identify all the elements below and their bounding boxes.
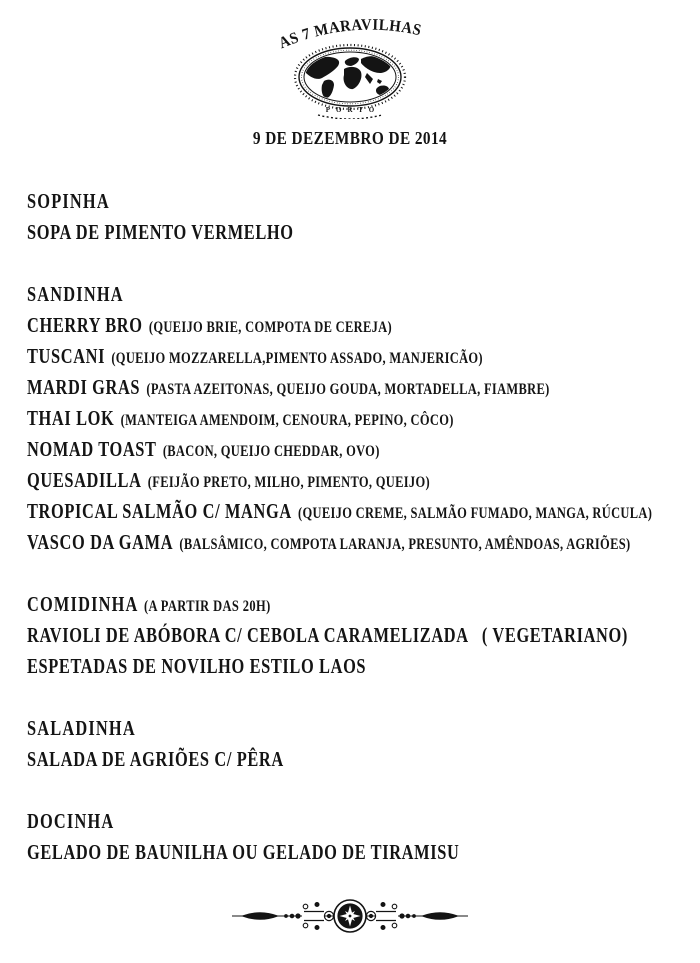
- menu-item: [27, 372, 552, 403]
- menu-item: [27, 651, 552, 682]
- logo-title: AS 7 MARAVILHAS: [276, 16, 424, 53]
- logo-graphic: [270, 13, 430, 119]
- item-details: (PASTA AZEITONAS, QUEIJO GOUDA, MORTADELLA, FIAMBRE): [146, 381, 550, 398]
- item-name: RAVIOLI DE ABÓBORA C/ CEBOLA CARAMELIZADA ( VEGETARIANO): [27, 623, 628, 647]
- section-items: [27, 217, 700, 248]
- section-title: DOCINHA: [27, 809, 115, 833]
- item-details: (QUEIJO BRIE, COMPOTA DE CEREJA): [148, 319, 392, 336]
- logo-flourish: [318, 115, 382, 119]
- section-items: [27, 310, 700, 558]
- menu-section: [27, 186, 700, 248]
- compass-rose-icon: [334, 900, 366, 932]
- item-details: (BALSÂMICO, COMPOTA LARANJA, PRESUNTO, AMÊNDOAS, AGRIÕES): [179, 536, 631, 553]
- menu-item: [27, 217, 552, 248]
- item-details: (FEIJÃO PRETO, MILHO, PIMENTO, QUEIJO): [147, 474, 430, 491]
- menu-item: [27, 744, 552, 775]
- menu-section: [27, 589, 700, 682]
- menu-item: [27, 310, 552, 341]
- menu-item: [27, 434, 552, 465]
- item-name: ESPETADAS DE NOVILHO ESTILO LAOS: [27, 654, 367, 678]
- item-name: GELADO DE BAUNILHA OU GELADO DE TIRAMISU: [27, 840, 460, 864]
- item-name: THAI LOK: [27, 406, 115, 430]
- item-name: SOPA DE PIMENTO VERMELHO: [27, 220, 294, 244]
- menu-sections: [27, 186, 700, 868]
- item-details: (QUEIJO CREME, SALMÃO FUMADO, MANGA, RÚCULA): [298, 505, 653, 522]
- item-details: (QUEIJO MOZZARELLA,PIMENTO ASSADO, MANJERICÃO): [111, 350, 483, 367]
- menu-item: [27, 465, 552, 496]
- menu-item: [27, 620, 628, 651]
- section-title: SALADINHA: [27, 716, 136, 740]
- section-items: [27, 837, 700, 868]
- menu-item: [27, 496, 653, 527]
- item-name: VASCO DA GAMA: [27, 530, 174, 554]
- menu-item: [27, 837, 552, 868]
- item-name: MARDI GRAS: [27, 375, 141, 399]
- logo-subtitle: PORTO: [325, 106, 381, 114]
- item-name: TROPICAL SALMÃO C/ MANGA: [27, 499, 292, 523]
- section-heading: [27, 806, 552, 837]
- section-title: COMIDINHA: [27, 592, 139, 616]
- menu-section: [27, 806, 700, 868]
- section-heading: [27, 589, 552, 620]
- menu-section: [27, 279, 700, 558]
- item-name: QUESADILLA: [27, 468, 142, 492]
- section-title-suffix: (A PARTIR DAS 20H): [144, 598, 271, 615]
- item-details: (MANTEIGA AMENDOIM, CENOURA, PEPINO, CÔCO): [120, 412, 454, 429]
- section-heading: [27, 279, 552, 310]
- section-items: [27, 620, 700, 682]
- menu-section: [27, 713, 700, 775]
- world-map-icon: [306, 56, 391, 98]
- logo: [0, 0, 700, 124]
- section-title: SANDINHA: [27, 282, 124, 306]
- section-items: [27, 744, 700, 775]
- section-heading: [27, 186, 552, 217]
- footer-ornament: [0, 890, 700, 947]
- menu-date: 9 DE DEZEMBRO DE 2014: [252, 128, 448, 148]
- menu-item: [27, 527, 631, 558]
- item-name: NOMAD TOAST: [27, 437, 157, 461]
- section-title: SOPINHA: [27, 189, 110, 213]
- item-details: (BACON, QUEIJO CHEDDAR, OVO): [162, 443, 380, 460]
- item-name: SALADA DE AGRIÕES C/ PÊRA: [27, 747, 284, 771]
- menu-item: [27, 341, 552, 372]
- item-name: CHERRY BRO: [27, 313, 143, 337]
- item-name: TUSCANI: [27, 344, 106, 368]
- compass-divider-icon: [230, 890, 470, 942]
- section-heading: [27, 713, 552, 744]
- menu-item: [27, 403, 552, 434]
